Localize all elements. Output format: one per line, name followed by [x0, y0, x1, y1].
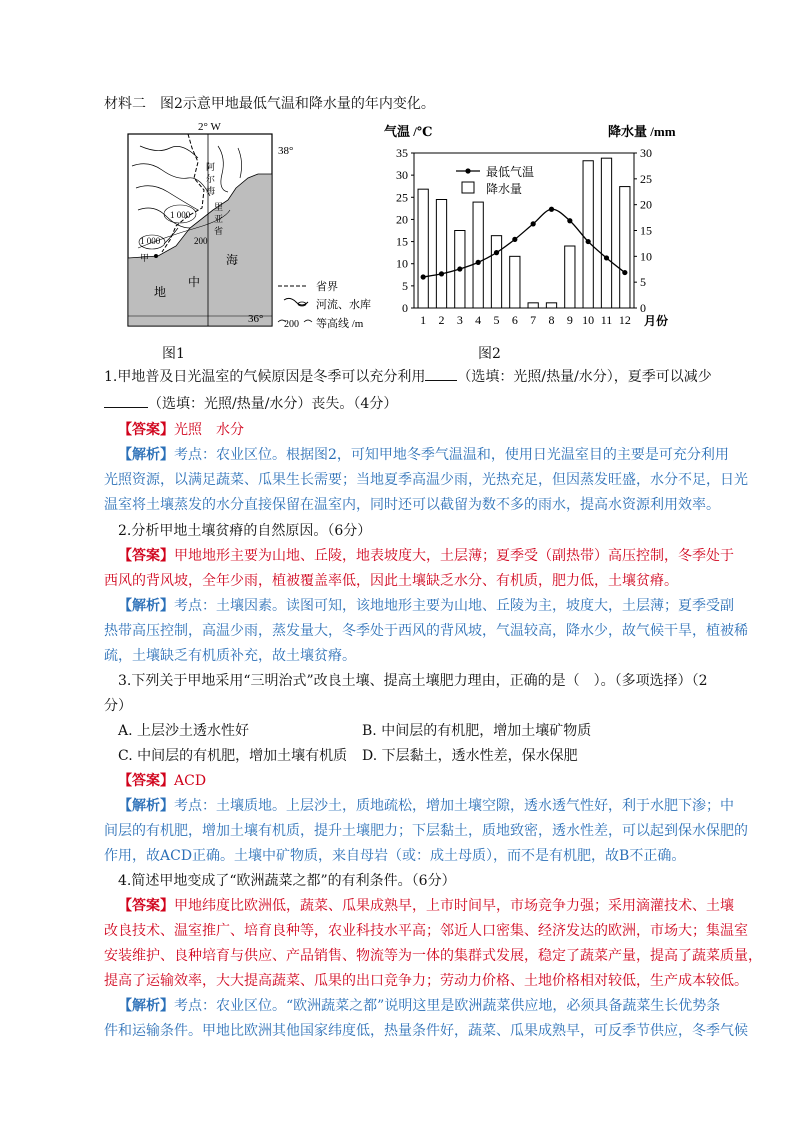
- q4-analysis-line2: 件和运输条件。甲地比欧洲其他国家纬度低，热量条件好，蔬菜、瓜果成熟早，可反季节供应，冬季气候: [104, 1023, 748, 1039]
- q2-answer-line2: 西风的背风坡，全年少雨，植被覆盖率低，因此土壤缺乏水分、有机质，肥力低，土壤贫瘠。: [104, 573, 678, 589]
- province-char-2: 尔: [206, 174, 216, 184]
- q3-option-a[interactable]: A. 上层沙土透水性好: [118, 723, 250, 739]
- q1-analysis-text-1: 考点：农业区位。根据图2，可知甲地冬季气温温和，使用日光温室目的主要是可充分利用: [174, 447, 729, 463]
- month-tick-label: 8: [548, 313, 555, 327]
- month-tick-label: 10: [582, 313, 595, 327]
- q3-answer: [118, 772, 206, 790]
- q1-analysis-line1: [118, 446, 729, 464]
- legend-province: 省界: [316, 281, 338, 293]
- q1-analysis-line3: 温室将土壤蒸发的水分直接保留在温室内，同时还可以截留为数不多的雨水，提高水资源利用效率。: [104, 497, 720, 513]
- province-char-1: 阿: [206, 162, 216, 172]
- temperature-point: [531, 221, 536, 226]
- month-tick-label: 5: [493, 313, 500, 327]
- q3-analysis-line1: [118, 797, 734, 815]
- left-tick-label: 20: [396, 212, 408, 227]
- longitude-label: 2° W: [198, 121, 221, 133]
- place-marker: [154, 254, 158, 258]
- legend-contour-value: 200: [284, 319, 299, 330]
- contour-label-2: 200: [194, 236, 208, 246]
- month-tick-label: 12: [618, 313, 631, 327]
- right-tick-label: 0: [640, 301, 646, 315]
- q1-question-line2: [104, 395, 397, 413]
- temperature-point: [567, 218, 572, 223]
- q2-answer-text-1: 甲地地形主要为山地、丘陵，地表坡度大，土层薄；夏季受（副热带）高压控制，冬季处于: [174, 548, 734, 564]
- month-tick-label: 6: [511, 313, 518, 327]
- sea-label-1: 地: [154, 285, 167, 299]
- precip-bar: [473, 202, 483, 308]
- precip-bar: [583, 161, 593, 308]
- q1-suffix: （选填：光照/热量/水分）丧失。（4分）: [148, 396, 398, 412]
- q1-question-line1: [104, 368, 712, 386]
- legend-contour: 等高线 /m: [316, 318, 364, 330]
- q1-analysis-tag: 【解析】: [118, 447, 174, 463]
- temperature-point: [494, 250, 499, 255]
- precip-bar: [546, 303, 556, 308]
- right-axis-label: 降水量 /mm: [608, 124, 676, 139]
- left-tick-label: 35: [396, 146, 408, 160]
- temperature-point: [512, 237, 517, 242]
- material-intro: 材料二 图2示意甲地最低气温和降水量的年内变化。: [104, 96, 435, 112]
- latitude-bottom-label: 36°: [248, 313, 264, 325]
- legend-temperature: 最低气温: [486, 165, 535, 179]
- q1-prefix: 1.甲地普及日光温室的气候原因是冬季可以充分利用: [104, 369, 426, 385]
- q4-answer-line3: 安装维护、良种培育与供应、产品销售、物流等为一体的集群式发展，稳定了蔬菜产量，提高了蔬菜质量，: [104, 948, 762, 964]
- month-tick-label: 1: [420, 313, 427, 327]
- right-tick-label: 5: [640, 275, 646, 290]
- month-tick-label: 4: [475, 313, 482, 327]
- q4-title: 4.简述甲地变成了“欧洲蔬菜之都”的有利条件。（6分）: [118, 873, 456, 889]
- q3-analysis-line2: 间层的有机肥，增加土壤有机质，提升土壤肥力；下层黏土，质地致密，透水性差，可以起到保水保肥的: [104, 823, 748, 839]
- temperature-point: [439, 271, 444, 276]
- temperature-point: [476, 260, 481, 265]
- q3-title-line2: 分）: [104, 698, 132, 714]
- q2-answer-tag: 【答案】: [118, 548, 174, 564]
- q4-answer-line1: [118, 897, 734, 915]
- temperature-point: [586, 239, 591, 244]
- right-tick-label: 10: [640, 249, 652, 264]
- place-label: 甲: [140, 253, 150, 263]
- left-tick-label: 30: [396, 168, 408, 183]
- q2-analysis-text-1: 考点：土壤因素。读图可知，该地地形主要为山地、丘陵为主，坡度大，土层薄；夏季受副: [174, 598, 734, 614]
- q3-analysis-tag: 【解析】: [118, 798, 174, 814]
- right-tick-label: 25: [640, 171, 652, 186]
- precip-bar: [601, 158, 611, 308]
- province-char-4: 里: [214, 202, 224, 212]
- right-tick-label: 20: [640, 197, 652, 212]
- q1-blank-2[interactable]: [104, 407, 148, 408]
- q3-analysis-text-1: 考点：土壤质地。上层沙土，质地疏松，增加土壤空隙，透水透气性好，利于水肥下渗；中: [174, 798, 734, 814]
- q1-blank-1[interactable]: [425, 380, 457, 381]
- q1-mid: （选填：光照/热量/水分），夏季可以减少: [457, 369, 712, 385]
- province-char-6: 省: [214, 226, 224, 236]
- province-char-5: 亚: [214, 214, 224, 224]
- q4-analysis-line1: [118, 997, 720, 1015]
- figure-2-chart: [378, 124, 688, 334]
- month-tick-label: 11: [600, 313, 613, 327]
- q2-title: 2.分析甲地土壤贫瘠的自然原因。（6分）: [118, 523, 372, 539]
- contour-label-3: 1 000: [140, 236, 161, 246]
- month-tick-label: 9: [566, 313, 573, 327]
- q3-option-b[interactable]: B. 中间层的有机肥，增加土壤矿物质: [362, 723, 592, 739]
- q2-answer-line1: [118, 547, 734, 565]
- temperature-line: [423, 209, 625, 277]
- province-char-3: 梅: [206, 186, 216, 196]
- left-axis-label: 气温 /℃: [384, 124, 433, 139]
- q3-answer-text: ACD: [174, 773, 207, 789]
- figure-2-caption: 图2: [478, 346, 501, 362]
- sea-label-3: 海: [226, 253, 239, 267]
- q2-analysis-line3: 疏，土壤缺乏有机质补充，故土壤贫瘠。: [104, 648, 356, 664]
- q2-analysis-tag: 【解析】: [118, 598, 174, 614]
- q3-analysis-line3: 作用，故ACD正确。土壤中矿物质，来自母岩（或：成土母质），而不是有机肥，故B不正确。: [104, 848, 686, 864]
- q2-analysis-line2: 热带高压控制，高温少雨，蒸发量大，冬季处于西风的背风坡，气温较高，降水少，故气候干旱，植被稀: [104, 623, 748, 639]
- map-legend: [278, 279, 371, 330]
- temperature-point: [604, 255, 609, 260]
- q1-answer-text: 光照 水分: [174, 422, 244, 438]
- precip-bar: [565, 246, 575, 308]
- precip-bar: [528, 303, 538, 308]
- precip-bar: [418, 189, 428, 308]
- q4-answer-line4: 提高了运输效率，大大提高蔬菜、瓜果的出口竞争力；劳动力价格、土地价格相对较低，生产成本较低。: [104, 973, 748, 989]
- q1-answer-tag: 【答案】: [118, 422, 174, 438]
- left-tick-label: 25: [396, 190, 408, 205]
- q1-analysis-line2: 光照资源，以满足蔬菜、瓜果生长需要；当地夏季高温少雨，光热充足，但因蒸发旺盛，水分不足，日光: [104, 472, 748, 488]
- latitude-top-label: 38°: [278, 145, 294, 157]
- q3-option-d[interactable]: D. 下层黏土，透水性差，保水保肥: [362, 748, 578, 764]
- left-tick-label: 15: [396, 234, 408, 249]
- legend-precipitation: 降水量: [486, 182, 523, 196]
- sea-label-2: 中: [188, 275, 201, 289]
- q4-analysis-text-1: 考点：农业区位。“欧洲蔬菜之都”说明这里是欧洲蔬菜供应地，必须具备蔬菜生长优势条: [174, 998, 721, 1014]
- legend-river: 河流、水库: [316, 299, 371, 311]
- q4-answer-tag: 【答案】: [118, 898, 174, 914]
- x-unit-label: 月份: [644, 314, 669, 328]
- left-tick-label: 5: [402, 278, 408, 293]
- temperature-point: [549, 207, 554, 212]
- figure-1-map: [118, 118, 371, 333]
- contour-label-1: 1 000: [170, 210, 191, 220]
- q3-option-c[interactable]: C. 中间层的有机肥，增加土壤有机质: [118, 748, 348, 764]
- temperature-point: [421, 274, 426, 279]
- q1-answer: [118, 421, 244, 439]
- q4-analysis-tag: 【解析】: [118, 998, 174, 1014]
- month-tick-label: 3: [456, 313, 463, 327]
- right-tick-label: 30: [640, 146, 652, 160]
- right-tick-label: 15: [640, 223, 652, 238]
- q2-analysis-line1: [118, 597, 734, 615]
- q4-answer-text-1: 甲地纬度比欧洲低，蔬菜、瓜果成熟早，上市时间早，市场竞争力强；采用滴灌技术、土壤: [174, 898, 734, 914]
- left-tick-label: 0: [402, 301, 408, 315]
- left-tick-label: 10: [396, 256, 408, 271]
- figure-1-caption: 图1: [162, 346, 185, 362]
- precip-bar: [620, 187, 630, 308]
- month-tick-label: 2: [438, 313, 445, 327]
- month-tick-label: 7: [530, 313, 537, 327]
- q3-title-line1: 3.下列关于甲地采用“三明治式”改良土壤、提高土壤肥力理由，正确的是（ ）。（多项选择）（2: [118, 673, 708, 689]
- q3-answer-tag: 【答案】: [118, 773, 174, 789]
- precip-bar: [491, 236, 501, 308]
- precip-bar: [436, 200, 446, 309]
- temperature-point: [622, 270, 627, 275]
- q4-answer-line2: 改良技术、温室推广、培育良种等，农业科技水平高；邻近人口密集、经济发达的欧洲，市场大；集温室: [104, 923, 748, 939]
- precip-bar: [510, 256, 520, 308]
- chart-legend: [456, 164, 534, 196]
- temperature-point: [457, 266, 462, 271]
